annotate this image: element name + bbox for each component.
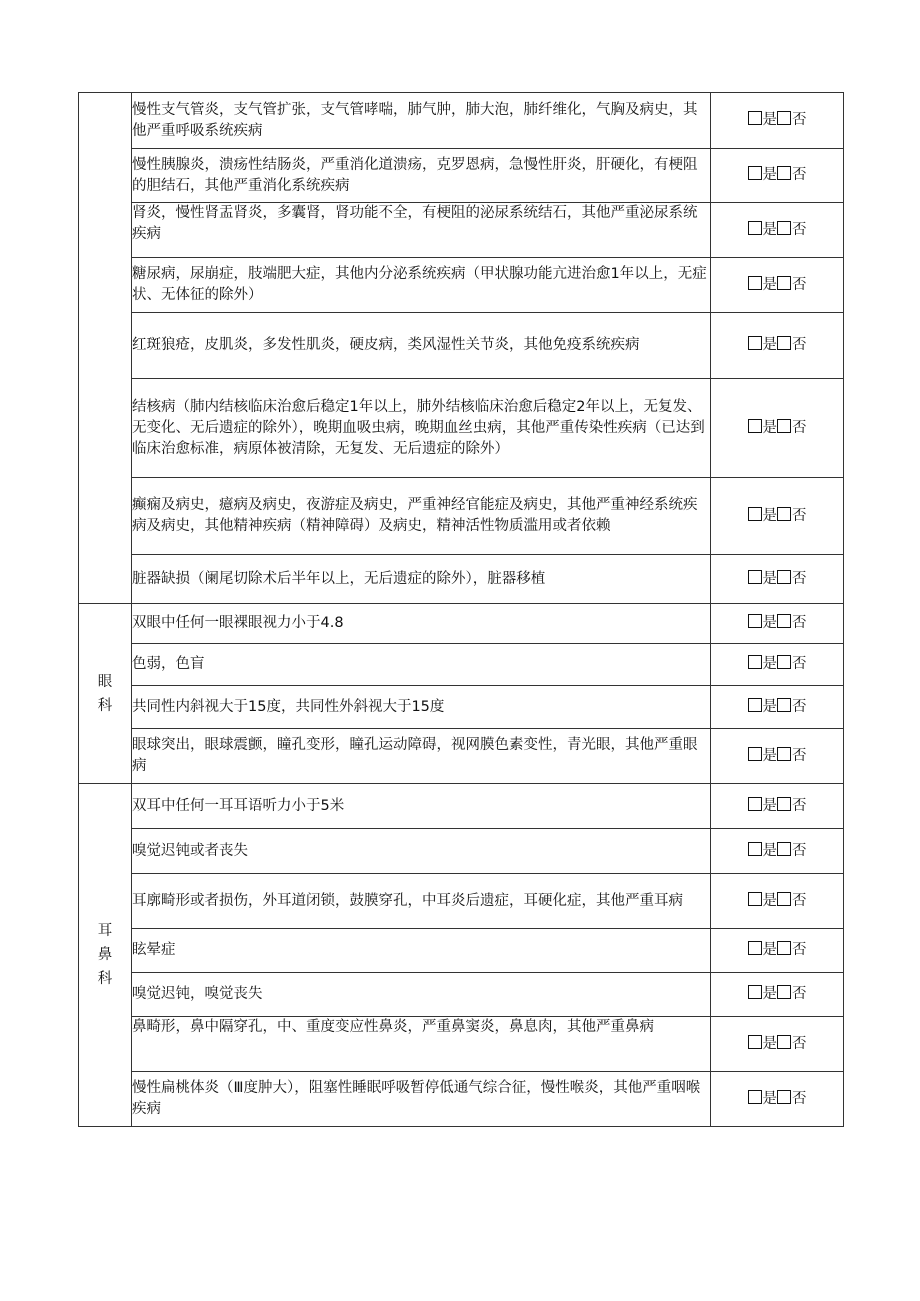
yes-no-choice[interactable]: 是 否 — [711, 1017, 844, 1072]
no-checkbox[interactable] — [777, 892, 791, 906]
table-row — [79, 1017, 844, 1072]
table-row — [79, 604, 844, 644]
yes-checkbox[interactable] — [748, 985, 762, 999]
yes-checkbox[interactable] — [748, 336, 762, 350]
yes-no-choice[interactable]: 是 否 — [711, 829, 844, 874]
yes-checkbox[interactable] — [748, 1035, 762, 1049]
condition-text: 眼球突出，眼球震颤，瞳孔变形，瞳孔运动障碍，视网膜色素变性，青光眼，其他严重眼病 — [132, 729, 711, 784]
condition-text: 双耳中任何一耳耳语听力小于5米 — [132, 784, 711, 829]
yes-no-choice[interactable]: 是 否 — [711, 555, 844, 604]
condition-text: 结核病（肺内结核临床治愈后稳定1年以上，肺外结核临床治愈后稳定2年以上，无复发、无变化、无后遗症的除外），晚期血吸虫病，晚期血丝虫病，其他严重传染性疾病（已达到临床治愈标准，病原体被清除，无复发、无后遗症的除外） — [132, 379, 711, 478]
no-checkbox[interactable] — [777, 655, 791, 669]
no-checkbox[interactable] — [777, 570, 791, 584]
no-checkbox[interactable] — [777, 336, 791, 350]
condition-text: 慢性胰腺炎，溃疡性结肠炎，严重消化道溃疡，克罗恩病，急慢性肝炎，肝硬化，有梗阻的胆结石，其他严重消化系统疾病 — [132, 149, 711, 203]
yes-checkbox[interactable] — [748, 797, 762, 811]
yes-checkbox[interactable] — [748, 166, 762, 180]
yes-no-choice[interactable]: 是 否 — [711, 686, 844, 729]
no-checkbox[interactable] — [777, 698, 791, 712]
table-row — [79, 555, 844, 604]
yes-checkbox[interactable] — [748, 1090, 762, 1104]
table-row — [79, 973, 844, 1017]
table-row — [79, 203, 844, 258]
yes-no-choice[interactable]: 是 否 — [711, 203, 844, 258]
table-row — [79, 258, 844, 313]
condition-text: 慢性支气管炎，支气管扩张，支气管哮喘，肺气肿，肺大泡，肺纤维化，气胸及病史，其他严重呼吸系统疾病 — [132, 93, 711, 149]
category-cell-internal — [79, 93, 132, 604]
yes-checkbox[interactable] — [748, 747, 762, 761]
no-checkbox[interactable] — [777, 614, 791, 628]
table-row — [79, 929, 844, 973]
condition-text: 肾炎，慢性肾盂肾炎，多囊肾，肾功能不全，有梗阻的泌尿系统结石，其他严重泌尿系统疾病 — [132, 203, 711, 258]
yes-no-choice[interactable]: 是 否 — [711, 258, 844, 313]
yes-checkbox[interactable] — [748, 614, 762, 628]
table-row — [79, 829, 844, 874]
yes-no-choice[interactable]: 是 否 — [711, 149, 844, 203]
condition-text: 慢性扁桃体炎（Ⅲ度肿大），阻塞性睡眠呼吸暂停低通气综合征，慢性喉炎，其他严重咽喉疾病 — [132, 1072, 711, 1127]
no-checkbox[interactable] — [777, 797, 791, 811]
yes-checkbox[interactable] — [748, 842, 762, 856]
yes-checkbox[interactable] — [748, 655, 762, 669]
yes-no-choice[interactable]: 是 否 — [711, 478, 844, 555]
condition-text: 色弱，色盲 — [132, 644, 711, 686]
category-cell-ent — [79, 784, 132, 1127]
condition-text: 耳廓畸形或者损伤，外耳道闭锁，鼓膜穿孔，中耳炎后遗症，耳硬化症，其他严重耳病 — [132, 874, 711, 929]
table-row — [79, 686, 844, 729]
yes-no-choice[interactable]: 是 否 — [711, 729, 844, 784]
no-checkbox[interactable] — [777, 507, 791, 521]
condition-text: 糖尿病，尿崩症，肢端肥大症，其他内分泌系统疾病（甲状腺功能亢进治愈1年以上，无症状、无体征的除外） — [132, 258, 711, 313]
no-checkbox[interactable] — [777, 166, 791, 180]
condition-text: 嗅觉迟钝，嗅觉丧失 — [132, 973, 711, 1017]
table-row — [79, 644, 844, 686]
category-label-eye: 眼科 — [97, 673, 113, 714]
yes-checkbox[interactable] — [748, 276, 762, 290]
condition-text: 红斑狼疮，皮肌炎，多发性肌炎，硬皮病，类风湿性关节炎，其他免疫系统疾病 — [132, 313, 711, 379]
no-checkbox[interactable] — [777, 1035, 791, 1049]
table-row — [79, 1072, 844, 1127]
no-checkbox[interactable] — [777, 221, 791, 235]
table-row — [79, 874, 844, 929]
no-checkbox[interactable] — [777, 419, 791, 433]
table-row — [79, 93, 844, 149]
no-checkbox[interactable] — [777, 1090, 791, 1104]
table-row — [79, 784, 844, 829]
yes-no-choice[interactable]: 是 否 — [711, 644, 844, 686]
condition-text: 双眼中任何一眼裸眼视力小于4.8 — [132, 604, 711, 644]
yes-no-choice[interactable]: 是 否 — [711, 93, 844, 149]
yes-no-choice[interactable]: 是 否 — [711, 1072, 844, 1127]
no-checkbox[interactable] — [777, 985, 791, 999]
yes-no-choice[interactable]: 是 否 — [711, 379, 844, 478]
condition-text: 鼻畸形，鼻中隔穿孔，中、重度变应性鼻炎，严重鼻窦炎，鼻息肉，其他严重鼻病 — [132, 1017, 711, 1072]
yes-checkbox[interactable] — [748, 221, 762, 235]
yes-checkbox[interactable] — [748, 941, 762, 955]
category-label-ent: 耳鼻科 — [97, 923, 113, 987]
yes-no-choice[interactable]: 是 否 — [711, 874, 844, 929]
table-row — [79, 729, 844, 784]
yes-checkbox[interactable] — [748, 507, 762, 521]
condition-text: 癫痫及病史，癔病及病史，夜游症及病史，严重神经官能症及病史，其他严重神经系统疾病及病史，其他精神疾病（精神障碍）及病史，精神活性物质滥用或者依赖 — [132, 478, 711, 555]
table-row — [79, 313, 844, 379]
yes-no-choice[interactable]: 是 否 — [711, 973, 844, 1017]
yes-checkbox[interactable] — [748, 111, 762, 125]
yes-no-choice[interactable]: 是 否 — [711, 313, 844, 379]
yes-no-choice[interactable]: 是 否 — [711, 929, 844, 973]
category-cell-eye — [79, 604, 132, 784]
table-row — [79, 478, 844, 555]
table-row — [79, 149, 844, 203]
table-row — [79, 379, 844, 478]
condition-text: 眩晕症 — [132, 929, 711, 973]
no-checkbox[interactable] — [777, 747, 791, 761]
condition-text: 共同性内斜视大于15度，共同性外斜视大于15度 — [132, 686, 711, 729]
no-checkbox[interactable] — [777, 941, 791, 955]
condition-text: 脏器缺损（阑尾切除术后半年以上，无后遗症的除外），脏器移植 — [132, 555, 711, 604]
no-checkbox[interactable] — [777, 842, 791, 856]
yes-checkbox[interactable] — [748, 570, 762, 584]
health-declaration-table — [78, 92, 844, 1127]
yes-no-choice[interactable]: 是 否 — [711, 784, 844, 829]
yes-checkbox[interactable] — [748, 419, 762, 433]
no-checkbox[interactable] — [777, 111, 791, 125]
no-checkbox[interactable] — [777, 276, 791, 290]
yes-checkbox[interactable] — [748, 892, 762, 906]
condition-text: 嗅觉迟钝或者丧失 — [132, 829, 711, 874]
yes-no-choice[interactable]: 是 否 — [711, 604, 844, 644]
yes-checkbox[interactable] — [748, 698, 762, 712]
